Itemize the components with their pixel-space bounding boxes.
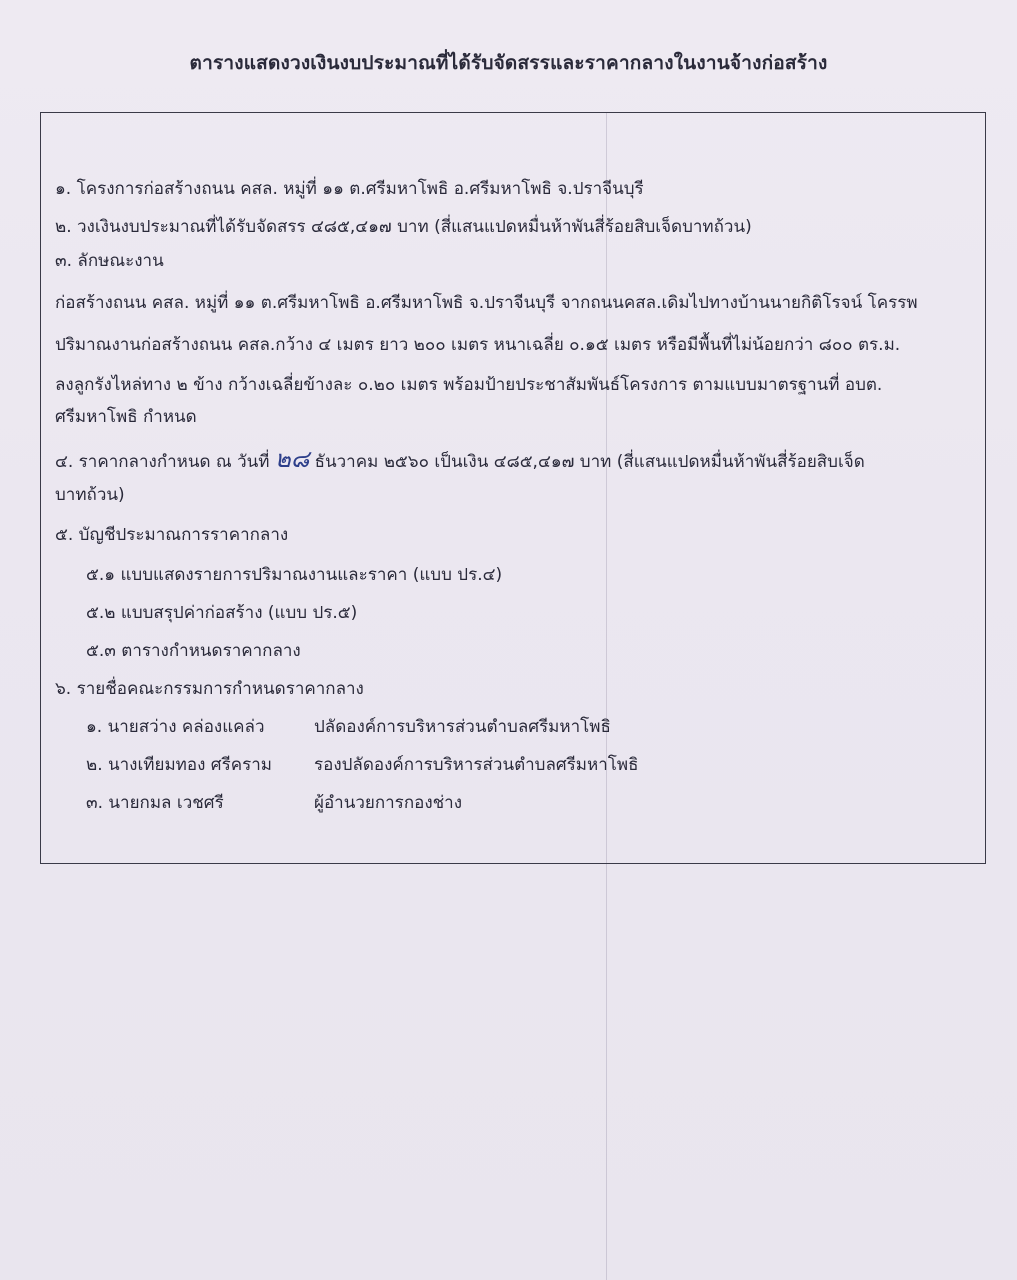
item-budget: ๒. วงเงินงบประมาณที่ได้รับจัดสรร ๔๘๕,๔๑๗ บาท (สี่แสนแปดหมื่นห้าพันสี่ร้อยสิบเจ็ดบาทถ้วน) [55, 217, 752, 237]
median-price-continued: บาทถ้วน) [55, 485, 125, 505]
committee-member-name: ๒. นางเทียมทอง ศรีคราม [86, 755, 272, 775]
committee-member-position: ผู้อำนวยการกองช่าง [314, 793, 463, 813]
item-project: ๑. โครงการก่อสร้างถนน คสล. หมู่ที่ ๑๑ ต.ศรีมหาโพธิ อ.ศรีมหาโพธิ จ.ปราจีนบุรี [55, 179, 644, 199]
estimate-sub-item: ๕.๒ แบบสรุปค่าก่อสร้าง (แบบ ปร.๕) [86, 603, 358, 623]
page-title: ตารางแสดงวงเงินงบประมาณที่ได้รับจัดสรรและราคากลางในงานจ้างก่อสร้าง [189, 52, 828, 74]
estimate-sub-item: ๕.๓ ตารางกำหนดราคากลาง [86, 641, 301, 661]
item-median-price [55, 445, 865, 473]
median-price-suffix: ธันวาคม ๒๕๖๐ เป็นเงิน ๔๘๕,๔๑๗ บาท (สี่แสนแปดหมื่นห้าพันสี่ร้อยสิบเจ็ด [314, 452, 865, 472]
median-price-prefix: ๔. ราคากลางกำหนด ณ วันที่ [55, 452, 270, 472]
item-work-heading: ๓. ลักษณะงาน [55, 251, 164, 271]
committee-member-position: รองปลัดองค์การบริหารส่วนตำบลศรีมหาโพธิ [314, 755, 639, 775]
work-description-line: ปริมาณงานก่อสร้างถนน คสล.กว้าง ๔ เมตร ยาว ๒๐๐ เมตร หนาเฉลี่ย ๐.๑๕ เมตร หรือมีพื้นที่ไม่น้อยกว่า ๘๐๐ ตร.ม. [55, 335, 901, 355]
committee-member-name: ๓. นายกมล เวชศรี [86, 793, 224, 813]
work-description-line: ก่อสร้างถนน คสล. หมู่ที่ ๑๑ ต.ศรีมหาโพธิ อ.ศรีมหาโพธิ จ.ปราจีนบุรี จากถนนคสล.เดิมไปทางบ้านนายกิติโรจน์ โครรพ [55, 293, 918, 313]
work-description-line: ลงลูกรังไหล่ทาง ๒ ข้าง กว้างเฉลี่ยข้างละ ๐.๒๐ เมตร พร้อมป้ายประชาสัมพันธ์โครงการ ตามแบบมาตรฐานที่ อบต. [55, 375, 883, 395]
item-estimate-heading: ๕. บัญชีประมาณการราคากลาง [55, 525, 289, 545]
item-committee-heading: ๖. รายชื่อคณะกรรมการกำหนดราคากลาง [55, 679, 364, 699]
estimate-sub-item: ๕.๑ แบบแสดงรายการปริมาณงานและราคา (แบบ ปร.๔) [86, 565, 503, 585]
committee-member-position: ปลัดองค์การบริหารส่วนตำบลศรีมหาโพธิ [314, 717, 611, 737]
work-description-line: ศรีมหาโพธิ กำหนด [55, 407, 197, 427]
handwritten-day: ๒๘ [274, 445, 310, 473]
committee-member-name: ๑. นายสว่าง คล่องแคล่ว [86, 717, 265, 737]
